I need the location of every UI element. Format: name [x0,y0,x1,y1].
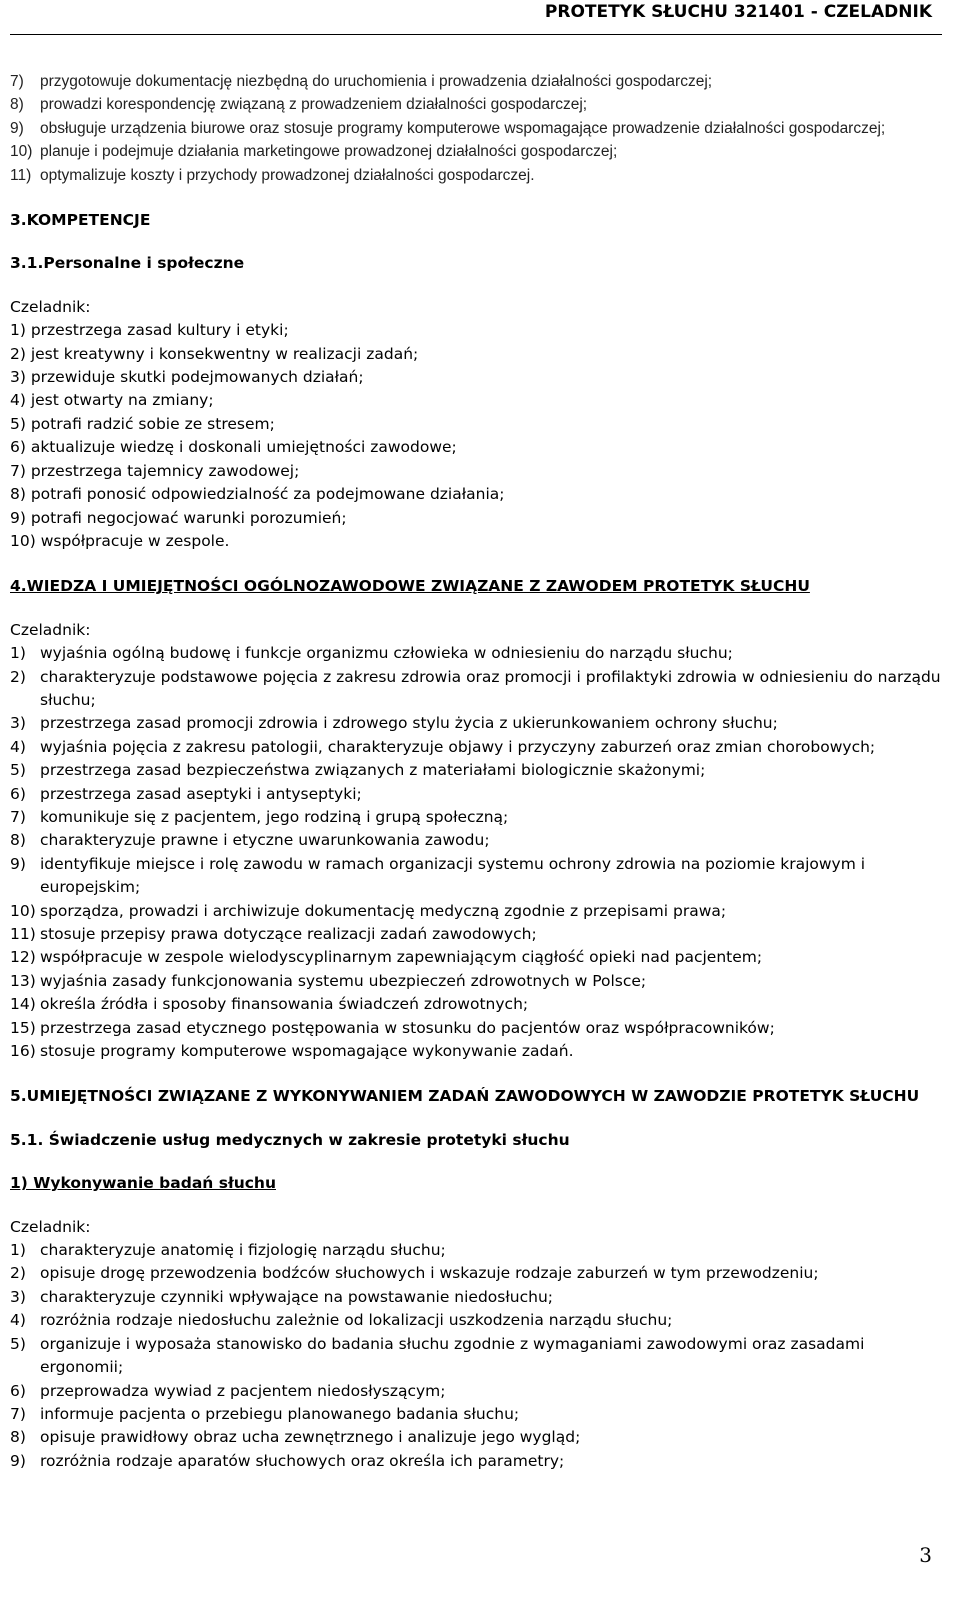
list-item-number: 6) [10,784,26,803]
list-item-text: informuje pacjenta o przebiegu planowanego badania słuchu; [40,1404,520,1423]
list-item-text: rozróżnia rodzaje niedosłuchu zależnie od lokalizacji uszkodzenia narządu słuchu; [40,1311,673,1330]
list-item-number: 10) [10,143,33,161]
list-item-text: identyfikuje miejsce i rolę zawodu w ramach organizacji systemu ochrony zdrowia na poziomie krajowym i europejskim; [40,854,866,897]
list-item [10,853,942,900]
list-item-number: 1) [10,1241,26,1260]
list-item-text: wyjaśnia zasady funkcjonowania systemu ubezpieczeń zdrowotnych w Polsce; [40,971,647,990]
list-item [10,1262,942,1285]
list-item-text: określa źródła i sposoby finansowania świadczeń zdrowotnych; [40,995,529,1014]
list-item-number: 9) [10,854,26,873]
list-item [10,759,942,782]
list-item [10,900,942,923]
section-5-1-title: 5.1. Świadczenie usług medycznych w zakresie protetyki słuchu [10,1130,570,1149]
list-item-number: 15) [10,1018,36,1037]
list-item: 5) potrafi radzić sobie ze stresem; [10,414,275,433]
page-header: PROTETYK SŁUCHU 321401 - CZELADNIK [544,2,932,22]
list-item-number: 4) [10,737,26,756]
list-item [10,783,942,806]
list-item-number: 3) [10,1287,26,1306]
header-rule [10,34,942,35]
list-item [10,736,942,759]
section-5-1-1-title: 1) Wykonywanie badań słuchu [10,1174,276,1193]
list-item-text: wyjaśnia pojęcia z zakresu patologii, charakteryzuje objawy i przyczyny zaburzeń oraz zmian chorobowych; [40,737,876,756]
list-item-text: współpracuje w zespole wielodyscyplinarnym zapewniającym ciągłość opieki nad pacjentem; [40,948,763,967]
list-item-text: sporządza, prowadzi i archiwizuje dokumentację medyczną zgodnie z przepisami prawa; [40,901,727,920]
list-item-number: 11) [10,925,36,943]
list-item-text: przestrzega zasad promocji zdrowia i zdrowego stylu życia z ukierunkowaniem ochrony słuchu; [40,714,778,733]
czeladnik-label: Czeladnik: [10,1217,91,1236]
list-item [10,712,942,735]
list-item-number: 11) [10,166,32,184]
list-item [10,806,942,829]
list-item-number: 5) [10,761,26,780]
list-item-text: opisuje drogę przewodzenia bodźców słuchowych i wskazuje rodzaje zaburzeń w tym przewodzeniu; [40,1264,819,1283]
list-item [10,1333,942,1380]
list-item [10,1040,942,1063]
list-item-number: 7) [10,1404,26,1423]
list-item-text: komunikuje się z pacjentem, jego rodziną i grupą społeczną; [40,807,509,826]
list-item-number: 16) [10,1042,36,1061]
list-item [10,1309,942,1332]
list-item: 4) jest otwarty na zmiany; [10,391,214,410]
list-item [10,93,942,116]
list-item-text: obsługuje urządzenia biurowe oraz stosuje programy komputerowe wspomagające prowadzenie działalności gospodarczej; [40,119,886,137]
list-item-number: 7) [10,807,26,826]
list-item [10,666,942,713]
list-item [10,642,942,665]
list-item-number: 3) [10,714,26,733]
czeladnik-label: Czeladnik: [10,620,91,639]
list-item [10,923,942,946]
list-item-number: 10) [10,901,36,920]
list-item-text: organizuje i wyposaża stanowisko do badania słuchu zgodnie z wymaganiami zawodowymi oraz zasadami ergonomii; [40,1334,865,1377]
list-item: 10) współpracuje w zespole. [10,531,230,550]
section-3-list [10,319,942,553]
section-4-list [10,642,942,1063]
list-item: 9) potrafi negocjować warunki porozumień; [10,508,347,527]
section-4-title: 4.WIEDZA I UMIEJĘTNOŚCI OGÓLNOZAWODOWE ZWIĄZANE Z ZAWODEM PROTETYK SŁUCHU [10,577,810,596]
list-item-text: przygotowuje dokumentację niezbędną do uruchomienia i prowadzenia działalności gospodarczej; [40,73,713,90]
czeladnik-label: Czeladnik: [10,297,91,316]
list-item [10,1017,942,1040]
list-item-text: stosuje przepisy prawa dotyczące realizacji zadań zawodowych; [40,925,537,943]
list-item: 2) jest kreatywny i konsekwentny w realizacji zadań; [10,344,419,363]
list-item [10,1286,942,1309]
list-item [10,1426,942,1449]
list-item-number: 9) [10,119,24,137]
list-item-text: wyjaśnia ogólną budowę i funkcje organizmu człowieka w odniesieniu do narządu słuchu; [40,644,733,663]
list-item: 8) potrafi ponosić odpowiedzialność za podejmowane działania; [10,485,505,504]
list-item [10,164,942,187]
list-item-number: 5) [10,1334,26,1353]
list-item [10,1403,942,1426]
list-item-text: rozróżnia rodzaje aparatów słuchowych oraz określa ich parametry; [40,1451,565,1470]
list-item-number: 2) [10,1264,26,1283]
list-item: 7) przestrzega tajemnicy zawodowej; [10,461,300,480]
list-item [10,117,942,140]
list-item [10,993,942,1016]
list-item-text: stosuje programy komputerowe wspomagające wykonywanie zadań. [40,1042,574,1061]
list-item-number: 4) [10,1311,26,1330]
list-item-text: opisuje prawidłowy obraz ucha zewnętrznego i analizuje jego wygląd; [40,1428,581,1447]
list-item-number: 8) [10,1428,26,1447]
list-item-number: 13) [10,971,36,990]
list-item-number: 9) [10,1451,26,1470]
list-item [10,1239,942,1262]
list-item: 1) przestrzega zasad kultury i etyki; [10,321,289,340]
list-item [10,70,942,93]
list-item-number: 7) [10,73,24,90]
list-item-text: optymalizuje koszty i przychody prowadzonej działalności gospodarczej. [40,166,535,184]
list-item [10,1450,942,1473]
list-item-text: charakteryzuje podstawowe pojęcia z zakresu zdrowia oraz promocji i profilaktyki zdrowia w odniesieniu do narządu słuchu; [40,667,941,709]
list-item-text: przestrzega zasad aseptyki i antyseptyki; [40,784,362,803]
list-item [10,1380,942,1403]
list-item [10,829,942,852]
list-item-text: prowadzi korespondencję związaną z prowadzeniem działalności gospodarczej; [40,96,588,114]
list-item [10,140,942,163]
list-item-text: przestrzega zasad etycznego postępowania w stosunku do pacjentów oraz współpracowników; [40,1018,775,1037]
section-3-title: 3.KOMPETENCJE [10,211,151,230]
section-5-list [10,1239,942,1473]
list-item-text: charakteryzuje czynniki wpływające na powstawanie niedosłuchu; [40,1287,553,1306]
top-list [10,70,942,187]
list-item: 6) aktualizuje wiedzę i doskonali umiejętności zawodowe; [10,438,457,457]
list-item-number: 14) [10,995,36,1014]
list-item-number: 8) [10,831,26,850]
list-item-text: charakteryzuje anatomię i fizjologię narządu słuchu; [40,1241,446,1260]
section-5-title: 5.UMIEJĘTNOŚCI ZWIĄZANE Z WYKONYWANIEM ZADAŃ ZAWODOWYCH W ZAWODZIE PROTETYK SŁUCHU [10,1087,920,1106]
list-item-text: przeprowadza wywiad z pacjentem niedosłyszącym; [40,1381,446,1400]
list-item-number: 8) [10,96,24,114]
page-number: 3 [919,1543,932,1567]
list-item: 3) przewiduje skutki podejmowanych działań; [10,368,364,387]
list-item [10,970,942,993]
document-body [10,70,942,1473]
list-item-number: 1) [10,644,26,663]
list-item-number: 2) [10,667,26,686]
section-3-1-title: 3.1.Personalne i społeczne [10,254,245,273]
list-item [10,946,942,969]
list-item-number: 6) [10,1381,26,1400]
list-item-text: przestrzega zasad bezpieczeństwa związanych z materiałami biologicznie skażonymi; [40,761,706,780]
list-item-text: planuje i podejmuje działania marketingowe prowadzonej działalności gospodarczej; [40,143,618,161]
list-item-number: 12) [10,948,36,967]
list-item-text: charakteryzuje prawne i etyczne uwarunkowania zawodu; [40,831,490,850]
